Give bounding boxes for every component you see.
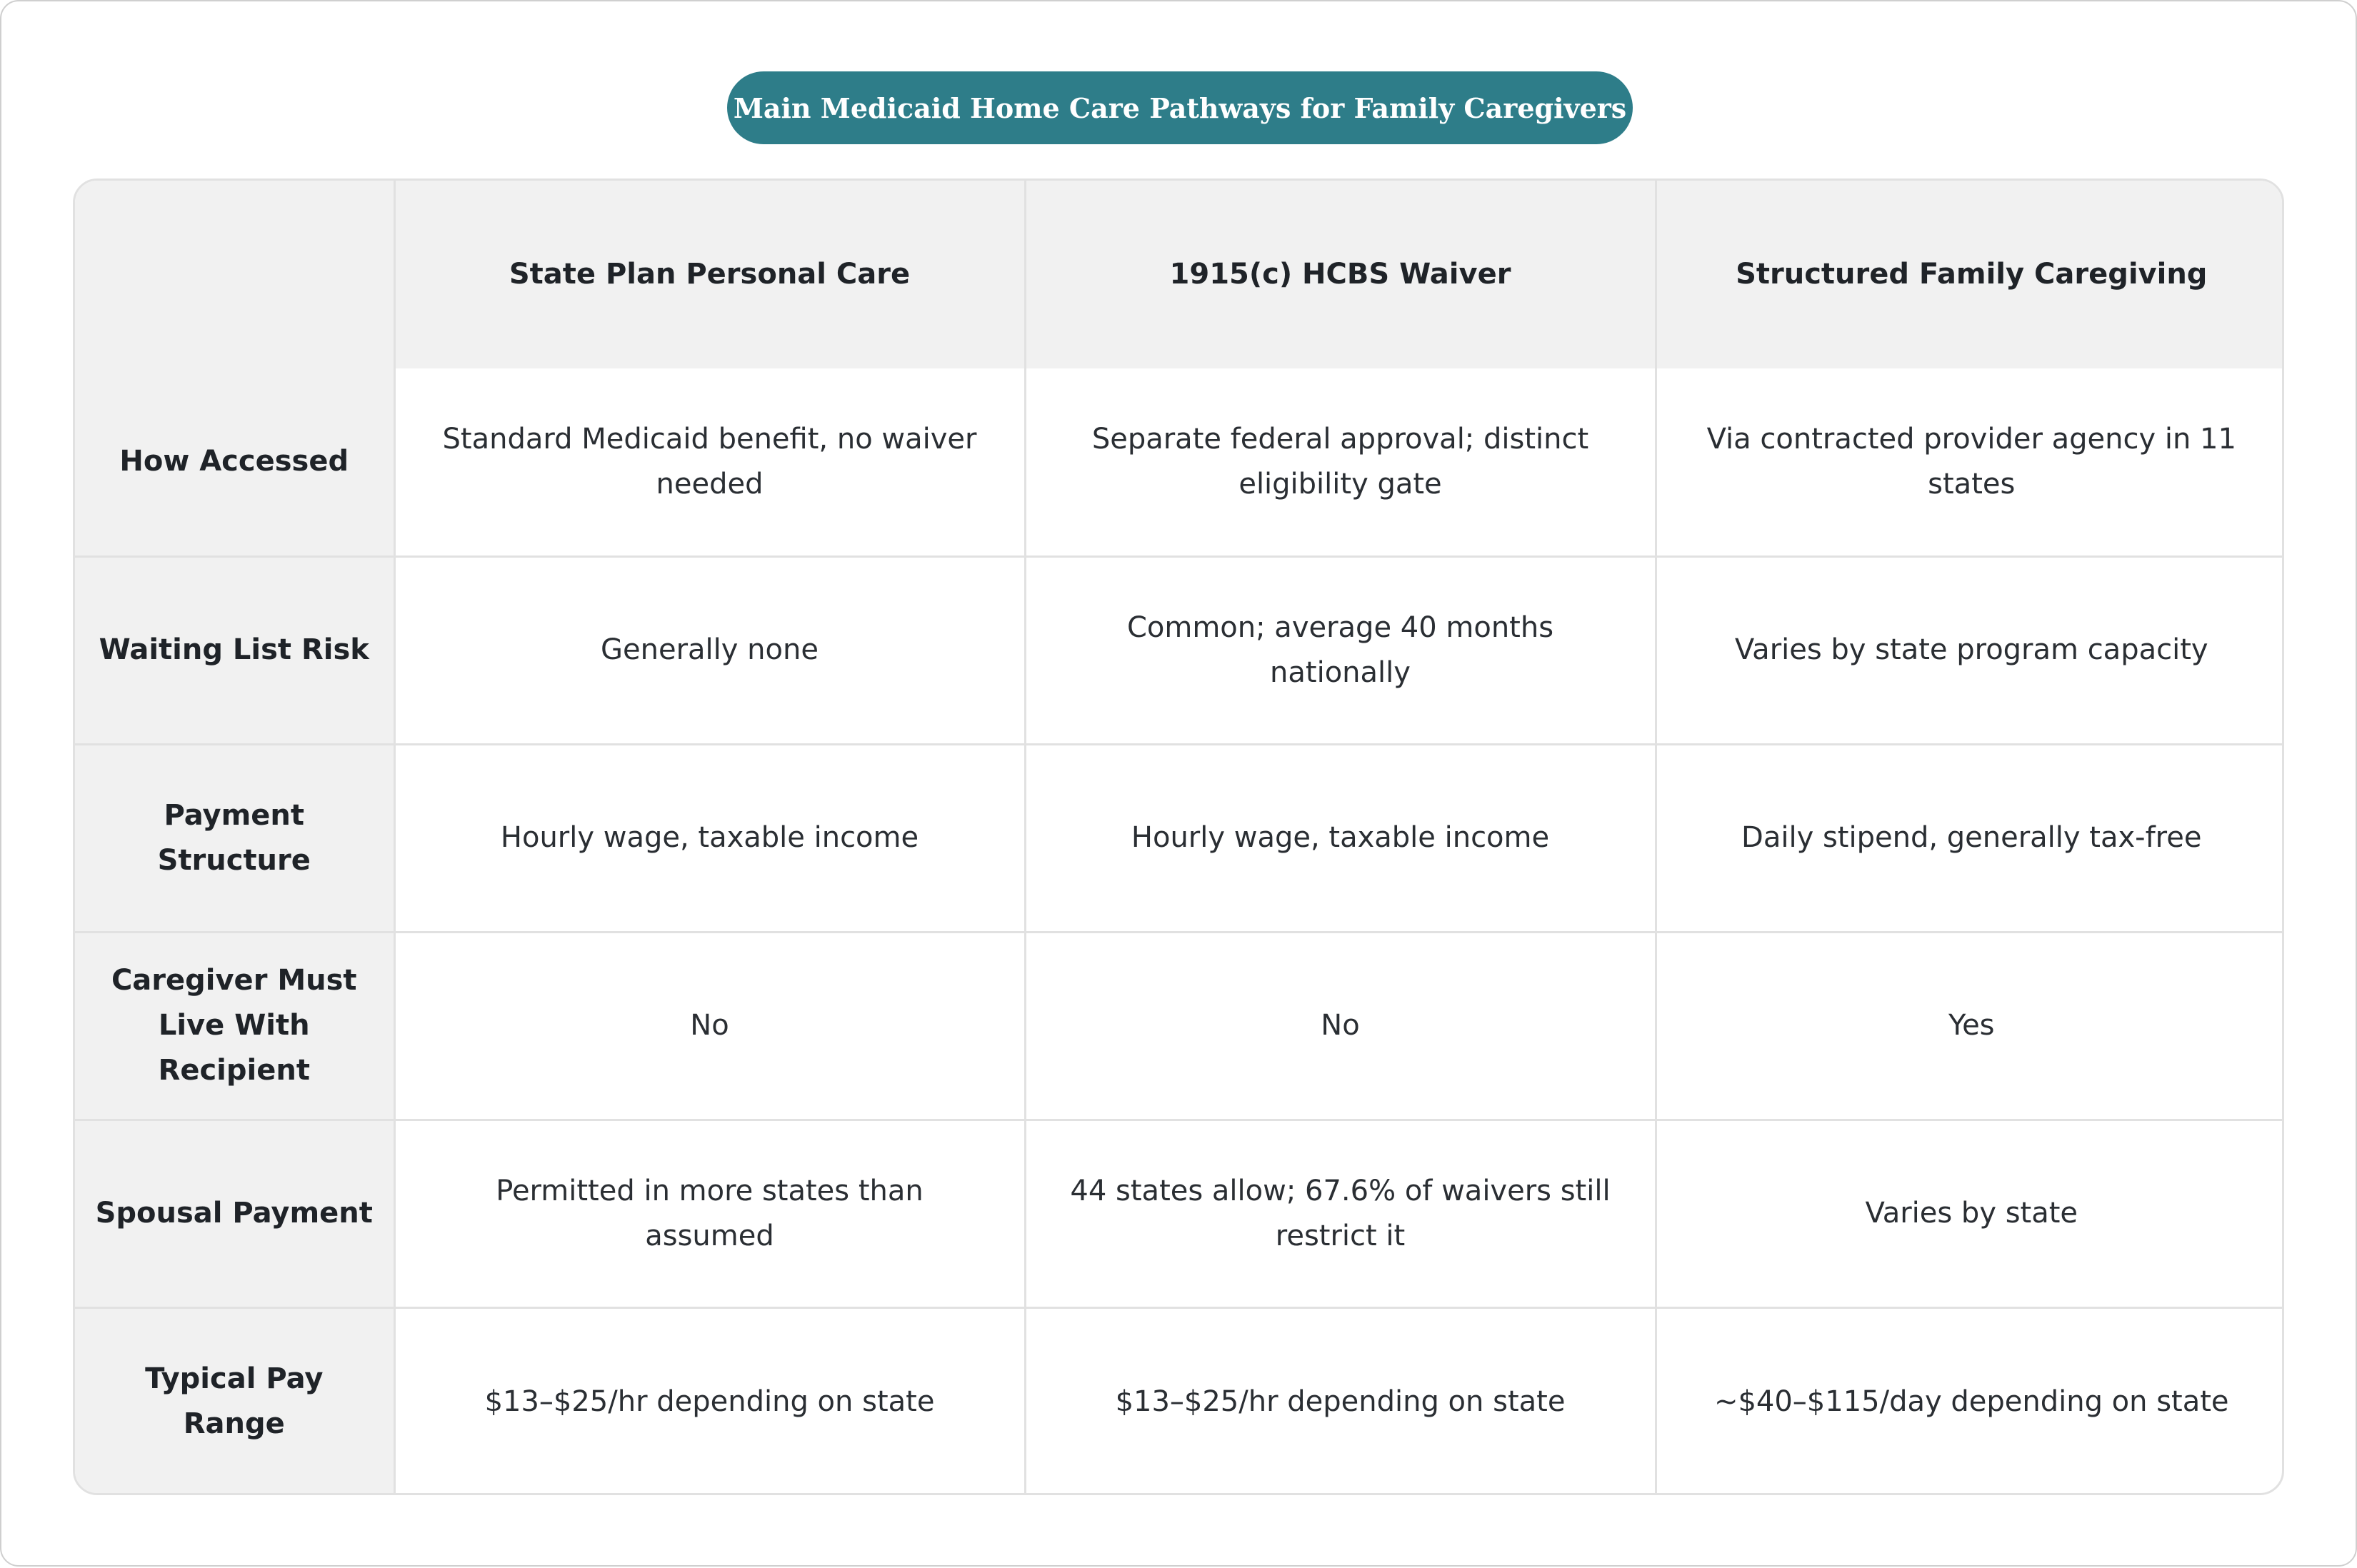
comparison-table [75, 181, 2284, 1495]
table-cell: Yes [1656, 932, 2284, 1120]
table-row [75, 368, 2284, 556]
row-label: Typical Pay Range [75, 1307, 394, 1495]
table-cell: $13–$25/hr depending on state [1025, 1307, 1656, 1495]
table-cell: Separate federal approval; distinct eligibility gate [1025, 368, 1656, 556]
table-row [75, 932, 2284, 1120]
table-cell: Varies by state [1656, 1120, 2284, 1307]
table-cell: Daily stipend, generally tax-free [1656, 744, 2284, 932]
table-cell: Permitted in more states than assumed [394, 1120, 1025, 1307]
table-cell: Via contracted provider agency in 11 states [1656, 368, 2284, 556]
table-cell: $13–$25/hr depending on state [394, 1307, 1025, 1495]
page-title: Main Medicaid Home Care Pathways for Family Caregivers [727, 71, 1633, 144]
comparison-table-container [73, 179, 2284, 1495]
table-row [75, 744, 2284, 932]
table-cell: Generally none [394, 556, 1025, 744]
table-cell: ~$40–$115/day depending on state [1713, 1384, 2229, 1418]
row-label: Waiting List Risk [75, 556, 394, 744]
table-cell: No [394, 932, 1025, 1120]
table-body [75, 368, 2284, 1495]
table-cell: Hourly wage, taxable income [1025, 744, 1656, 932]
header-row [75, 181, 2284, 368]
column-header-hcbs-waiver: 1915(c) HCBS Waiver [1025, 181, 1656, 368]
table-row [75, 1307, 2284, 1495]
row-label: Payment Structure [75, 744, 394, 932]
table-row [75, 556, 2284, 744]
table-header [75, 181, 2284, 368]
row-label: Caregiver Must Live With Recipient [75, 932, 394, 1120]
table-cell: Common; average 40 months nationally [1025, 556, 1656, 744]
corner-cell [75, 181, 394, 368]
column-header-structured-family: Structured Family Caregiving [1656, 181, 2284, 368]
column-header-state-plan: State Plan Personal Care [394, 181, 1025, 368]
table-cell: Standard Medicaid benefit, no waiver needed [394, 368, 1025, 556]
row-label: How Accessed [75, 368, 394, 556]
table-cell: No [1025, 932, 1656, 1120]
table-row [75, 1120, 2284, 1307]
row-label: Spousal Payment [75, 1120, 394, 1307]
table-cell: Hourly wage, taxable income [394, 744, 1025, 932]
table-cell: Varies by state program capacity [1656, 556, 2284, 744]
table-cell: 44 states allow; 67.6% of waivers still restrict it [1025, 1120, 1656, 1307]
